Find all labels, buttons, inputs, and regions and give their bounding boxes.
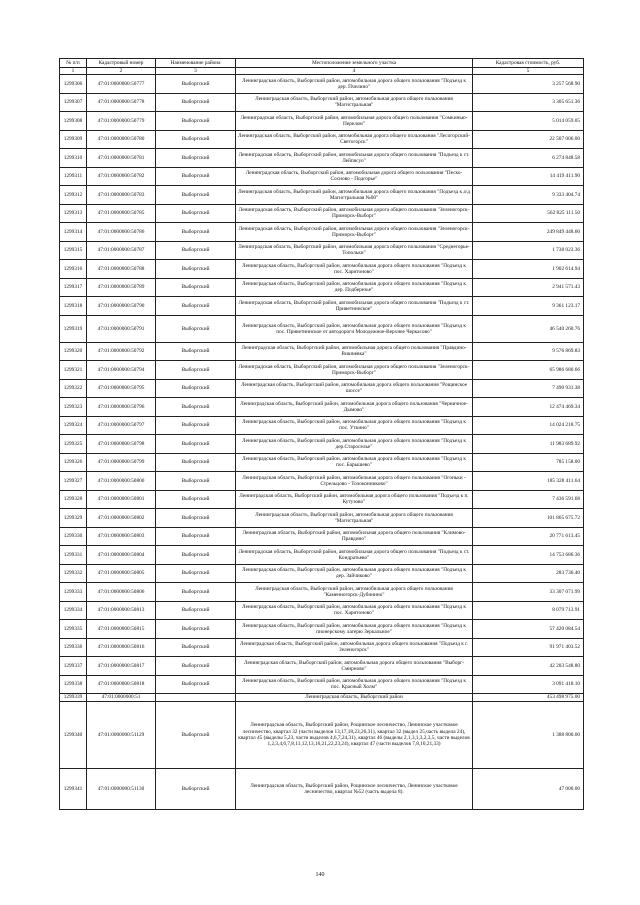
- row-index: 1299321: [60, 361, 87, 380]
- row-value: 7 490 931.38: [473, 379, 584, 398]
- header-value: Кадастровая стоимость, руб.: [473, 59, 584, 68]
- row-value: 7 436 591.68: [473, 490, 584, 509]
- row-location: Ленинградская область, Выборгский район, автомобильная дорога общего пользования "Магистральная": [236, 93, 473, 112]
- header-index: № п/п: [60, 59, 87, 68]
- row-cadastral-number: 47:01:0000000:50782: [87, 167, 156, 186]
- row-location: Ленинградская область, Выборгский район, автомобильная дорога общего пользования "Подъезд к дер.Староселье": [236, 435, 473, 454]
- table-row: [60, 638, 584, 657]
- row-location: Ленинградская область, Выборгский район: [236, 694, 473, 702]
- table-row: [60, 490, 584, 509]
- row-index: 1299328: [60, 490, 87, 509]
- row-location: Ленинградская область, Выборгский район, автомобильная дорога общего пользования "Сомкинью-Перелом": [236, 112, 473, 131]
- row-location: Ленинградская область, Выборгский район, автомобильная дорога общего пользования "Подъезд к п. Кутузово": [236, 490, 473, 509]
- row-index: 1299330: [60, 527, 87, 546]
- row-location: Ленинградская область, Выборгский район, автомобильная дорога общего пользования "Подъезд к ст. Лейпясуо": [236, 149, 473, 168]
- row-district: Выборгский: [156, 564, 236, 583]
- row-index: 1299336: [60, 638, 87, 657]
- row-cadastral-number: 47:01:0000000:50813: [87, 601, 156, 620]
- table-row: [60, 379, 584, 398]
- row-value: 249 849 448.60: [473, 223, 584, 242]
- row-cadastral-number: 47:01:0000000:50797: [87, 416, 156, 435]
- row-value: 11 983 689.92: [473, 435, 584, 454]
- row-value: 1 388 800.00: [473, 701, 584, 768]
- table-row: [60, 315, 584, 342]
- row-cadastral-number: 47:01:0000000:50786: [87, 223, 156, 242]
- row-value: 9 576 869.83: [473, 342, 584, 361]
- row-location: Ленинградская область, Выборгский район, автомобильная дорога общего пользования "Лесогорский-Светогорск": [236, 130, 473, 149]
- table-row: [60, 416, 584, 435]
- row-district: Выборгский: [156, 149, 236, 168]
- row-value: 101 865 675.72: [473, 509, 584, 528]
- header-cadastral-number: Кадастровый номер: [87, 59, 156, 68]
- row-cadastral-number: 47:01:0000000:50804: [87, 546, 156, 565]
- row-value: 42 203 548.80: [473, 657, 584, 676]
- row-value: 453 498 975.00: [473, 694, 584, 702]
- table-row: [60, 278, 584, 297]
- table-body: [60, 75, 584, 810]
- row-location: Ленинградская область, Выборгский район, автомобильная дорога общего пользования "Магистральная": [236, 509, 473, 528]
- row-district: Выборгский: [156, 490, 236, 509]
- table-row: [60, 701, 584, 768]
- row-index: 1299340: [60, 701, 87, 768]
- table-row: [60, 546, 584, 565]
- column-number-row: [60, 68, 584, 75]
- row-cadastral-number: 47:01:0000000:51129: [87, 701, 156, 768]
- table-row: [60, 130, 584, 149]
- row-cadastral-number: 47:01:0000000:50798: [87, 435, 156, 454]
- header-location: Местоположение земельного участка: [236, 59, 473, 68]
- row-district: [156, 694, 236, 702]
- row-district: Выборгский: [156, 315, 236, 342]
- row-value: 14 753 686.36: [473, 546, 584, 565]
- table-row: [60, 204, 584, 223]
- row-index: 1299315: [60, 241, 87, 260]
- page-number: 140: [315, 872, 325, 878]
- row-district: Выборгский: [156, 768, 236, 809]
- row-location: Ленинградская область, Выборгский район, Рощинское лесничество, Ленинское участковое лесничество, квартал 32 (части выделов 13,17,18,23,26,31), квартал 32 (выдел 25,часть выдела 24), квартал 45 (выделы 5,23, части выделов 4,6,7,24,31), квартал 46 (выделы 2,1,3,1,3,2,3,5, части выделов 1,2,3,4,6,7,8,11,12,13,16,21,22,23,24), квартал 47 (части выделов 7,8,10,21,33): [236, 701, 473, 768]
- row-location: Ленинградская область, Выборгский район, автомобильная дорога общего пользования "Рощинское шоссе": [236, 379, 473, 398]
- row-district: Выборгский: [156, 223, 236, 242]
- row-index: 1299324: [60, 416, 87, 435]
- table-row: [60, 186, 584, 205]
- row-cadastral-number: 47:01:0000000:50803: [87, 527, 156, 546]
- row-district: Выборгский: [156, 435, 236, 454]
- row-cadastral-number: 47:01:0000000:51: [87, 694, 156, 702]
- row-district: Выборгский: [156, 416, 236, 435]
- row-index: 1299322: [60, 379, 87, 398]
- row-index: 1299307: [60, 93, 87, 112]
- row-district: Выборгский: [156, 620, 236, 639]
- row-cadastral-number: 47:01:0000000:50795: [87, 379, 156, 398]
- row-cadastral-number: 47:01:0000000:50780: [87, 130, 156, 149]
- row-district: Выборгский: [156, 186, 236, 205]
- row-cadastral-number: 47:01:0000000:50796: [87, 398, 156, 417]
- row-cadastral-number: 47:01:0000000:50815: [87, 620, 156, 639]
- row-location: Ленинградская область, Выборгский район, автомобильная дорога общего пользования "Подъезд к дер. Зайчиково": [236, 564, 473, 583]
- row-district: Выборгский: [156, 379, 236, 398]
- row-cadastral-number: 47:01:0000000:50799: [87, 453, 156, 472]
- row-location: Ленинградская область, Выборгский район, автомобильная дорога общего пользования "Климово-Правдино": [236, 527, 473, 546]
- row-cadastral-number: 47:01:0000000:50783: [87, 186, 156, 205]
- row-value: 12 474 469.34: [473, 398, 584, 417]
- row-location: Ленинградская область, Выборгский район, автомобильная дорога общего пользования "Подъезд к пос. Приветнинское от автодороги Молодежное-Верхнее Черкасово": [236, 315, 473, 342]
- table-row: [60, 657, 584, 676]
- row-district: Выборгский: [156, 204, 236, 223]
- row-index: 1299312: [60, 186, 87, 205]
- table-row: [60, 241, 584, 260]
- row-cadastral-number: 47:01:0000000:50805: [87, 564, 156, 583]
- row-location: Ленинградская область, Выборгский район, автомобильная дорога общего пользования "Подъезд к пос. Харитоново": [236, 601, 473, 620]
- row-index: 1299313: [60, 204, 87, 223]
- row-value: 283 736.40: [473, 564, 584, 583]
- row-index: 1299306: [60, 75, 87, 94]
- row-cadastral-number: 47:01:0000000:50779: [87, 112, 156, 131]
- row-district: Выборгский: [156, 546, 236, 565]
- row-cadastral-number: 47:01:0000000:50816: [87, 638, 156, 657]
- table-row: [60, 149, 584, 168]
- row-cadastral-number: 47:01:0000000:50790: [87, 297, 156, 316]
- table-row: [60, 260, 584, 279]
- row-location: Ленинградская область, Выборгский район, автомобильная дорога общего пользования "Подъезд к дер. Пчелино": [236, 75, 473, 94]
- row-value: 65 986 680.66: [473, 361, 584, 380]
- row-value: 1 902 614.94: [473, 260, 584, 279]
- row-location: Ленинградская область, Выборгский район, автомобильная дорога общего пользования "Правдино-Вишневка": [236, 342, 473, 361]
- row-value: 562 825 111.50: [473, 204, 584, 223]
- row-location: Ленинградская область, Выборгский район, автомобильная дорога общего пользования "Огоньки - Стрельцово - Толоконниково": [236, 472, 473, 491]
- row-district: Выборгский: [156, 638, 236, 657]
- row-district: Выборгский: [156, 297, 236, 316]
- row-district: Выборгский: [156, 472, 236, 491]
- row-value: 1 738 023.36: [473, 241, 584, 260]
- row-location: Ленинградская область, Выборгский район, автомобильная дорога общего пользования "Подъезд к пос. Уткино": [236, 416, 473, 435]
- row-cadastral-number: 47:01:0000000:50800: [87, 472, 156, 491]
- row-index: 1299335: [60, 620, 87, 639]
- row-cadastral-number: 47:01:0000000:50818: [87, 675, 156, 694]
- row-district: Выборгский: [156, 527, 236, 546]
- column-number: 2: [87, 68, 156, 75]
- row-value: 6 274 848.58: [473, 149, 584, 168]
- row-index: 1299326: [60, 453, 87, 472]
- row-index: 1299317: [60, 278, 87, 297]
- table-row: [60, 472, 584, 491]
- row-cadastral-number: 47:01:0000000:50801: [87, 490, 156, 509]
- row-location: Ленинградская область, Выборгский район, автомобильная дорога общего пользования "Подъезд к дер. Подберезье": [236, 278, 473, 297]
- row-district: Выборгский: [156, 657, 236, 676]
- row-location: Ленинградская область, Выборгский район, автомобильная дорога общего пользования "Зеленогорск-Приморск-Выборг": [236, 204, 473, 223]
- table-row: [60, 342, 584, 361]
- row-district: Выборгский: [156, 167, 236, 186]
- row-district: Выборгский: [156, 701, 236, 768]
- column-number: 5: [473, 68, 584, 75]
- row-value: 47 000.00: [473, 768, 584, 809]
- row-cadastral-number: 47:01:0000000:50777: [87, 75, 156, 94]
- row-district: Выборгский: [156, 601, 236, 620]
- row-cadastral-number: 47:01:0000000:50781: [87, 149, 156, 168]
- row-cadastral-number: 47:01:0000000:50791: [87, 315, 156, 342]
- row-location: Ленинградская область, Выборгский район, Рощинское лесничество, Ленинское участковое лесничество, квартал №52 (часть выдела 8).: [236, 768, 473, 809]
- row-value: 22 507 006.00: [473, 130, 584, 149]
- row-index: 1299314: [60, 223, 87, 242]
- table-row: [60, 223, 584, 242]
- row-value: 9 333 404.74: [473, 186, 584, 205]
- table-row: [60, 297, 584, 316]
- row-district: Выборгский: [156, 509, 236, 528]
- row-value: 3 257 568.90: [473, 75, 584, 94]
- row-district: Выборгский: [156, 75, 236, 94]
- row-location: Ленинградская область, Выборгский район, автомобильная дорога общего пользования "Среднегорье-Топольки": [236, 241, 473, 260]
- row-index: 1299310: [60, 149, 87, 168]
- row-index: 1299327: [60, 472, 87, 491]
- row-district: Выборгский: [156, 130, 236, 149]
- row-index: 1299337: [60, 657, 87, 676]
- row-cadastral-number: 47:01:0000000:51130: [87, 768, 156, 809]
- row-value: 14 419 411.90: [473, 167, 584, 186]
- row-index: 1299309: [60, 130, 87, 149]
- row-index: 1299325: [60, 435, 87, 454]
- row-location: Ленинградская область, Выборгский район, автомобильная дорога общего пользования "Черничное-Дымово": [236, 398, 473, 417]
- table-row: [60, 93, 584, 112]
- row-value: 57 420 084.54: [473, 620, 584, 639]
- row-value: 33 307 071.99: [473, 583, 584, 602]
- row-index: 1299319: [60, 315, 87, 342]
- row-district: Выборгский: [156, 278, 236, 297]
- row-location: Ленинградская область, Выборгский район, автомобильная дорога общего пользования "Подъезд к г. Зеленогорск": [236, 638, 473, 657]
- table-row: [60, 601, 584, 620]
- row-index: 1299329: [60, 509, 87, 528]
- row-district: Выборгский: [156, 675, 236, 694]
- row-value: 46 540 260.76: [473, 315, 584, 342]
- row-location: Ленинградская область, Выборгский район, автомобильная дорога общего пользования "Зеленогорск-Приморск-Выборг": [236, 361, 473, 380]
- column-number: 1: [60, 68, 87, 75]
- table-row: [60, 75, 584, 94]
- row-cadastral-number: 47:01:0000000:50802: [87, 509, 156, 528]
- table-row: [60, 435, 584, 454]
- table-row: [60, 509, 584, 528]
- table-row: [60, 361, 584, 380]
- row-index: 1299332: [60, 564, 87, 583]
- row-cadastral-number: 47:01:0000000:50778: [87, 93, 156, 112]
- row-index: 1299311: [60, 167, 87, 186]
- row-location: Ленинградская область, Выборгский район, автомобильная дорога общего пользования "Подъезд к пионерскому лагерю Зеркальное": [236, 620, 473, 639]
- cadastral-table: [59, 58, 584, 810]
- row-index: 1299308: [60, 112, 87, 131]
- row-index: 1299318: [60, 297, 87, 316]
- table-row: [60, 453, 584, 472]
- table-row: [60, 675, 584, 694]
- table-row: [60, 527, 584, 546]
- row-cadastral-number: 47:01:0000000:50785: [87, 204, 156, 223]
- row-location: Ленинградская область, Выборгский район, автомобильная дорога общего пользования "Каменногорск-Дубинино": [236, 583, 473, 602]
- row-cadastral-number: 47:01:0000000:50806: [87, 583, 156, 602]
- row-index: 1299334: [60, 601, 87, 620]
- row-value: 9 361 123.17: [473, 297, 584, 316]
- header-district: Наименование района: [156, 59, 236, 68]
- row-district: Выборгский: [156, 583, 236, 602]
- row-district: Выборгский: [156, 260, 236, 279]
- row-index: 1299339: [60, 694, 87, 702]
- row-value: 8 079 713.91: [473, 601, 584, 620]
- row-district: Выборгский: [156, 112, 236, 131]
- row-value: 91 971 403.52: [473, 638, 584, 657]
- table-row: [60, 564, 584, 583]
- row-cadastral-number: 47:01:0000000:50794: [87, 361, 156, 380]
- row-value: 20 771 613.45: [473, 527, 584, 546]
- column-number: 4: [236, 68, 473, 75]
- row-cadastral-number: 47:01:0000000:50789: [87, 278, 156, 297]
- row-location: Ленинградская область, Выборгский район, автомобильная дорога общего пользования "Песко-Сосново - Подгорье": [236, 167, 473, 186]
- table-row: [60, 112, 584, 131]
- table-row: [60, 167, 584, 186]
- row-cadastral-number: 47:01:0000000:50817: [87, 657, 156, 676]
- row-location: Ленинградская область, Выборгский район, автомобильная дорога общего пользования "Подъезд к пос. Красный Холм": [236, 675, 473, 694]
- row-index: 1299323: [60, 398, 87, 417]
- row-location: Ленинградская область, Выборгский район, автомобильная дорога общего пользования "Зеленогорск-Приморск-Выборг": [236, 223, 473, 242]
- row-district: Выборгский: [156, 342, 236, 361]
- table-row: [60, 694, 584, 702]
- row-index: 1299331: [60, 546, 87, 565]
- row-cadastral-number: 47:01:0000000:50792: [87, 342, 156, 361]
- row-location: Ленинградская область, Выборгский район, автомобильная дорога общего пользования "Подъезд к пос. Барышево": [236, 453, 473, 472]
- row-location: Ленинградская область, Выборгский район, автомобильная дорога общего пользования "Подъезд к ст. Кондратьево": [236, 546, 473, 565]
- header-row: [60, 59, 584, 68]
- row-index: 1299316: [60, 260, 87, 279]
- row-index: 1299320: [60, 342, 87, 361]
- cadastral-table-sheet: [59, 58, 583, 810]
- row-district: Выборгский: [156, 361, 236, 380]
- row-district: Выборгский: [156, 398, 236, 417]
- table-row: [60, 583, 584, 602]
- column-number: 3: [156, 68, 236, 75]
- row-location: Ленинградская область, Выборгский район, автомобильная дорога общего пользования "Подъезд к ст. Приветнинское": [236, 297, 473, 316]
- row-value: 785 158.00: [473, 453, 584, 472]
- row-cadastral-number: 47:01:0000000:50787: [87, 241, 156, 260]
- table-row: [60, 768, 584, 809]
- row-value: 5 014 059.05: [473, 112, 584, 131]
- row-value: 3 091 418.10: [473, 675, 584, 694]
- row-district: Выборгский: [156, 453, 236, 472]
- row-location: Ленинградская область, Выборгский район, автомобильная дорога общего пользования "Выборг-Смирново": [236, 657, 473, 676]
- row-location: Ленинградская область, Выборгский район, автомобильная дорога общего пользования "Подъезд к а/д Магистральная №00": [236, 186, 473, 205]
- row-value: 14 024 218.75: [473, 416, 584, 435]
- row-index: 1299341: [60, 768, 87, 809]
- row-value: 185 328 411.64: [473, 472, 584, 491]
- row-cadastral-number: 47:01:0000000:50788: [87, 260, 156, 279]
- row-district: Выборгский: [156, 93, 236, 112]
- table-row: [60, 398, 584, 417]
- row-value: 2 941 571.43: [473, 278, 584, 297]
- row-district: Выборгский: [156, 241, 236, 260]
- row-index: 1299333: [60, 583, 87, 602]
- table-row: [60, 620, 584, 639]
- row-location: Ленинградская область, Выборгский район, автомобильная дорога общего пользования "Подъезд к пос. Харитоново": [236, 260, 473, 279]
- row-index: 1299338: [60, 675, 87, 694]
- row-value: 3 305 651.36: [473, 93, 584, 112]
